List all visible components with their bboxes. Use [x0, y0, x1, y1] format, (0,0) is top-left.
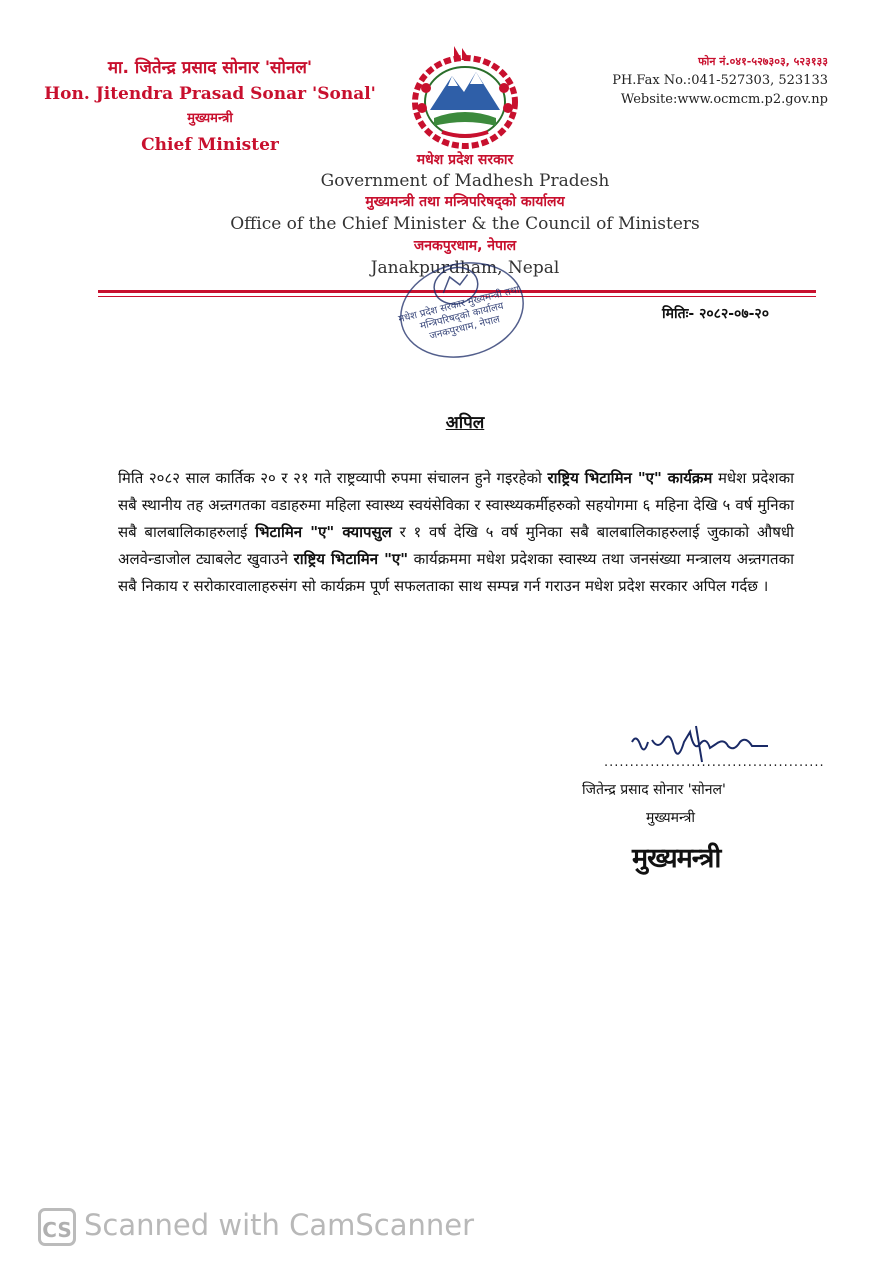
phone-en: PH.Fax No.:041-527303, 523133 [612, 73, 828, 88]
role-stamp: मुख्यमन्त्री [632, 843, 721, 874]
letterhead-left [40, 55, 380, 159]
letterhead-right [612, 52, 828, 109]
minister-name-en: Hon. Jitendra Prasad Sonar 'Sonal' [44, 84, 376, 104]
body-text-3: र १ वर्ष देखि ५ वर्ष मुनिका सबै बालबालिकाहरुलाई जुकाको औषधी अलवेन्डाजोल ट्याबलेट खुवाउने [118, 523, 794, 568]
scanner-watermark [38, 1208, 474, 1246]
gov-name-np: मधेश प्रदेश सरकार [416, 152, 514, 168]
place-np: जनकपुरधाम, नेपाल [413, 238, 517, 254]
body-text-4: कार्यक्रममा मधेश प्रदेशका स्वास्थ्य तथा जनसंख्या मन्त्रालय अन्र्तगतका सबै निकाय र सरोकारवालाहरुसंग सो कार्यक्रम पूर्ण सफलताका साथ सम्पन्न गर्न गराउन मधेश प्रदेश सरकार अपिल गर्दछ । [118, 550, 794, 595]
signer-name: जितेन्द्र प्रसाद सोनार 'सोनल' [582, 782, 726, 798]
phone-np: फोन नं.०४१-५२७३०३, ५२३१३३ [698, 55, 828, 68]
place-en: Janakpurdham, Nepal [370, 258, 560, 278]
gov-name-en: Government of Madhesh Pradesh [320, 171, 610, 191]
website: Website:www.ocmcm.p2.gov.np [620, 92, 828, 107]
body-bold-1: राष्ट्रिय भिटामिन "ए" कार्यक्रम [547, 469, 713, 487]
stamp-text: मधेश प्रदेश सरकार मुख्यमन्त्री तथा मन्त्रिपरिषद्को कार्यालय जनकपुरधाम, नेपाल [397, 284, 521, 343]
signature-line: ........................................... [604, 755, 825, 770]
minister-title-en: Chief Minister [141, 135, 279, 155]
minister-title-np: मुख्यमन्त्री [187, 111, 233, 126]
body-text-2: मधेश प्रदेशका सबै स्थानीय तह अन्र्तगतका वडाहरुमा महिला स्वास्थ्य स्वयंसेविका र स्वास्थ्यकर्मीहरुको सहयोगमा ६ महिना देखि ५ वर्ष मुनिका सबै बालबालिकाहरुलाई [118, 469, 795, 541]
office-stamp [392, 255, 532, 365]
page-title: अपिल [445, 413, 485, 433]
signer-role: मुख्यमन्त्री [646, 810, 695, 826]
body-bold-2: भिटामिन "ए" क्यापसुल [255, 523, 392, 541]
scanner-text: Scanned with CamScanner [84, 1208, 475, 1242]
body-bold-3: राष्ट्रिय भिटामिन "ए" [293, 550, 409, 568]
appeal-body [118, 465, 794, 600]
office-name-np: मुख्यमन्त्री तथा मन्त्रिपरिषद्को कार्यालय [365, 194, 565, 210]
government-emblem [402, 40, 528, 152]
minister-name-np: मा. जितेन्द्र प्रसाद सोनार 'सोनल' [107, 58, 313, 78]
emblem-icon [402, 40, 528, 152]
body-text-1: मिति २०८२ साल कार्तिक २० र २१ गते राष्ट्रव्यापी रुपमा संचालन हुने गइरहेको [118, 469, 548, 487]
letter-date: मितिः- २०८२-०७-२० [662, 306, 769, 322]
office-name-en: Office of the Chief Minister & the Council of Ministers [230, 214, 700, 234]
camscanner-logo-icon: CS [38, 1208, 76, 1246]
